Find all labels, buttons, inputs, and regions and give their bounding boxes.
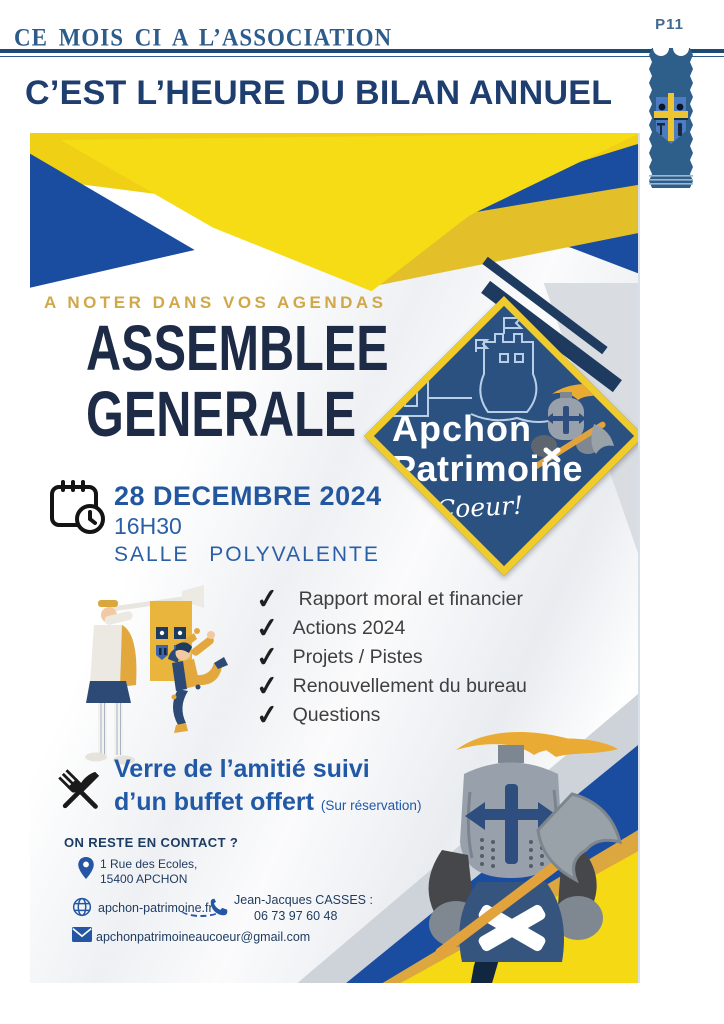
contact-website: apchon-patrimoine.fr xyxy=(98,901,213,915)
herald-jester-illustration xyxy=(52,585,257,775)
logo-diamond xyxy=(364,296,640,576)
event-time: 16H30 xyxy=(114,513,182,539)
page-headline: C’EST L’HEURE DU BILAN ANNUEL xyxy=(25,74,613,112)
poster-title-line1: ASSEMBLEE xyxy=(86,312,389,384)
logo-name-line2: Patrimoine xyxy=(392,448,584,489)
association-logo xyxy=(368,283,640,589)
contact-heading: ON RESTE EN CONTACT ? xyxy=(64,835,239,850)
phone-icon xyxy=(208,896,230,923)
poster-title-line2: GENERALE xyxy=(86,378,357,450)
event-venue: SALLE POLYVALENTE xyxy=(114,543,380,566)
knight-illustration xyxy=(386,732,638,975)
page-number: P11 xyxy=(655,16,684,33)
contact-email: apchonpatrimoineaucoeur@gmail.com xyxy=(96,930,311,944)
globe-icon xyxy=(72,897,92,922)
agenda-item: ✓ Renouvellement du bureau xyxy=(254,669,527,703)
logo-tagline: Au Coeur! xyxy=(393,490,524,527)
checkmark-icon: ✓ xyxy=(254,698,281,732)
agenda-item: ✓ Questions xyxy=(254,698,381,732)
agenda-item: ✓ Actions 2024 xyxy=(254,611,406,645)
kicker-text: A NOTER DANS VOS AGENDAS xyxy=(44,293,387,312)
buffet-text-line2: d’un buffet offert (Sur réservation) xyxy=(114,788,422,816)
checkmark-icon: ✓ xyxy=(254,582,281,616)
section-title: CE MOIS CI A L’ASSOCIATION xyxy=(14,24,393,51)
contact-phone-name: Jean-Jacques CASSES : xyxy=(234,893,373,907)
checkmark-icon: ✓ xyxy=(254,640,281,674)
buffet-note: (Sur réservation) xyxy=(320,798,422,813)
knight-banner-icon xyxy=(646,47,696,194)
poster-title xyxy=(86,312,389,450)
fork-knife-icon xyxy=(52,763,108,824)
event-date: 28 DECEMBRE 2024 xyxy=(114,481,382,511)
buffet-text-line1: Verre de l’amitié suivi xyxy=(114,755,370,783)
calendar-icon xyxy=(48,477,106,540)
event-poster xyxy=(30,133,640,983)
logo-name-line1: Apchon xyxy=(392,408,532,449)
checkmark-icon: ✓ xyxy=(254,611,281,645)
envelope-icon xyxy=(72,927,92,947)
agenda-item: ✓ Projets / Pistes xyxy=(254,640,423,674)
contact-address: 1 Rue des Ecoles, 15400 APCHON xyxy=(100,857,198,886)
location-pin-icon xyxy=(78,857,94,884)
agenda-item: ✓ Rapport moral et financier xyxy=(254,582,523,616)
checkmark-icon: ✓ xyxy=(254,669,281,703)
header-divider xyxy=(0,49,724,57)
hero-shapes xyxy=(30,133,640,305)
contact-phone-number: 06 73 97 60 48 xyxy=(254,909,338,923)
agenda-list xyxy=(254,582,527,733)
